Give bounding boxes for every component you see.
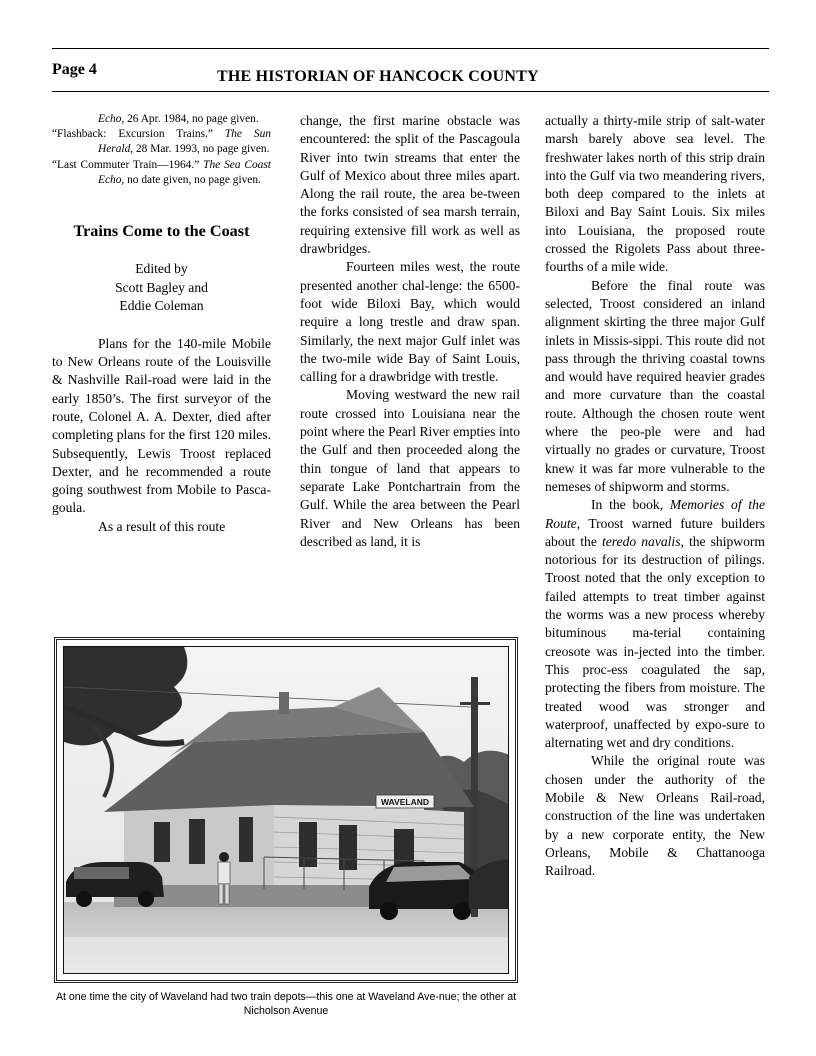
page-number: Page 4 [52,61,97,78]
reference-entry [52,158,271,188]
depot-photo [63,646,509,974]
byline-line: Scott Bagley and [115,279,208,295]
article-title: Trains Come to the Coast [73,222,250,241]
depot-sign: WAVELAND [380,797,430,807]
byline-line: Eddie Coleman [119,298,204,314]
byline-line: Edited by [135,261,188,277]
reference-source: The Sea Coast Echo [98,158,271,186]
column-3 [545,112,765,880]
reference-detail: , 28 Mar. 1993, no page given. [130,143,270,156]
text-run: , the shipworm notorious for its destruction of pilings. Troost noted that the only exception to failed attempts to treat timber against the worms was a new process whereby bituminous ma-terial containing creosote was in-jected into the timber. This proc-ess coagulated the sap, protecting the fibers from moisture. The treated wood was stronger and waterproof, unaffected by expo-sure to alternating wet and dry conditions. [545,533,766,751]
article-byline [52,260,271,316]
book-title: Memories of the Route [545,497,765,531]
reference-source: The Sun Herald [98,128,271,156]
text-run: , Troost warned future builders about the [545,515,765,549]
body-paragraph: While the original route was chosen under the authority of the Mobile & New Orleans Rail-road, construction of the line was undertaken by a new corporate entity, the New Orleans, Mobile & Chattanooga Railroad. [545,753,765,879]
reference-detail: , no date given, no page given. [121,173,261,186]
reference-entry [52,112,271,127]
reference-detail: , 26 Apr. 1984, no page given. [121,113,259,125]
top-rule [52,48,769,49]
body-paragraph: As a result of this route [98,518,226,534]
reference-title: “Last Commuter Train—1964.” [52,158,204,171]
body-paragraph: Fourteen miles west, the route presented another chal-lenge: the 6500-foot wide Biloxi Bay, which would require a long trestle and draw span. Similarly, the next major Gulf inlet was the two-mile wide Bay of Saint Louis, calling for a drawbridge with trestle. [300,259,520,385]
reference-entry [52,127,271,157]
body-paragraph: actually a thirty-mile strip of salt-water marsh barely above sea level. The freshwater lakes north of this strip drain into the Gulf via two meandering rivers, both deep compared to the inlets at Biloxi and Bay Saint Louis. Six miles into Louisiana, the proposed route crossed the Rigolets Pass about three-fourths of a mile wide. [545,113,765,275]
body-paragraph: Plans for the 140-mile Mobile to New Orleans route of the Louisville & Nashville Rail-road were laid in the early 1850’s. The first surveyor of the route, Colonel A. A. Dexter, died after completing plans for the first 120 miles. Subsequently, Lewis Troost replaced Dexter, and he recommended a route going southwest from Mobile to Pasca-goula. [52,335,271,516]
depot-photo-frame [54,637,518,983]
body-paragraph [545,496,765,752]
column-2 [300,112,520,551]
header-rule [52,91,769,92]
column-1 [52,112,271,536]
body-paragraph: Before the final route was selected, Troost considered an inland alignment skirting the three major Gulf inlets in Missis-sippi. This route did not pass through the thriving coastal towns and would have required heavier grades and more curvature than the coastal route. Although the chosen route went where the peo-ple were and had virtually no grades or curvature, Troost knew it was far more vulnerable to the nemeses of shipworm and storms. [545,277,765,494]
text-run: In the book, [591,497,670,513]
species-name: teredo navalis [601,533,681,549]
reference-source: Echo [98,113,122,125]
reference-title: “Flashback: Excursion Trains.” [52,128,225,141]
body-paragraph: change, the first marine obstacle was encountered: the split of the Pascagoula River into twin streams that enter the Gulf of Mexico about three miles apart. Along the rail route, the area be-tween the forks consisted of sea marsh terrain, requiring extensive fill work as well as drawbridges. [300,113,520,257]
body-paragraph: Moving westward the new rail route crossed into Louisiana near the point where the Pearl River empties into the Gulf and then proceeded along the thin tongue of land that appears to separate Lake Pontchartrain from the Gulf. While the area between the Pearl River and New Orleans has been described as land, it is [300,387,520,549]
publication-masthead: THE HISTORIAN OF HANCOCK COUNTY [217,68,539,85]
photo-caption: At one time the city of Waveland had two train depots—this one at Waveland Ave-nue; the other at Nicholson Avenue [55,991,517,1017]
